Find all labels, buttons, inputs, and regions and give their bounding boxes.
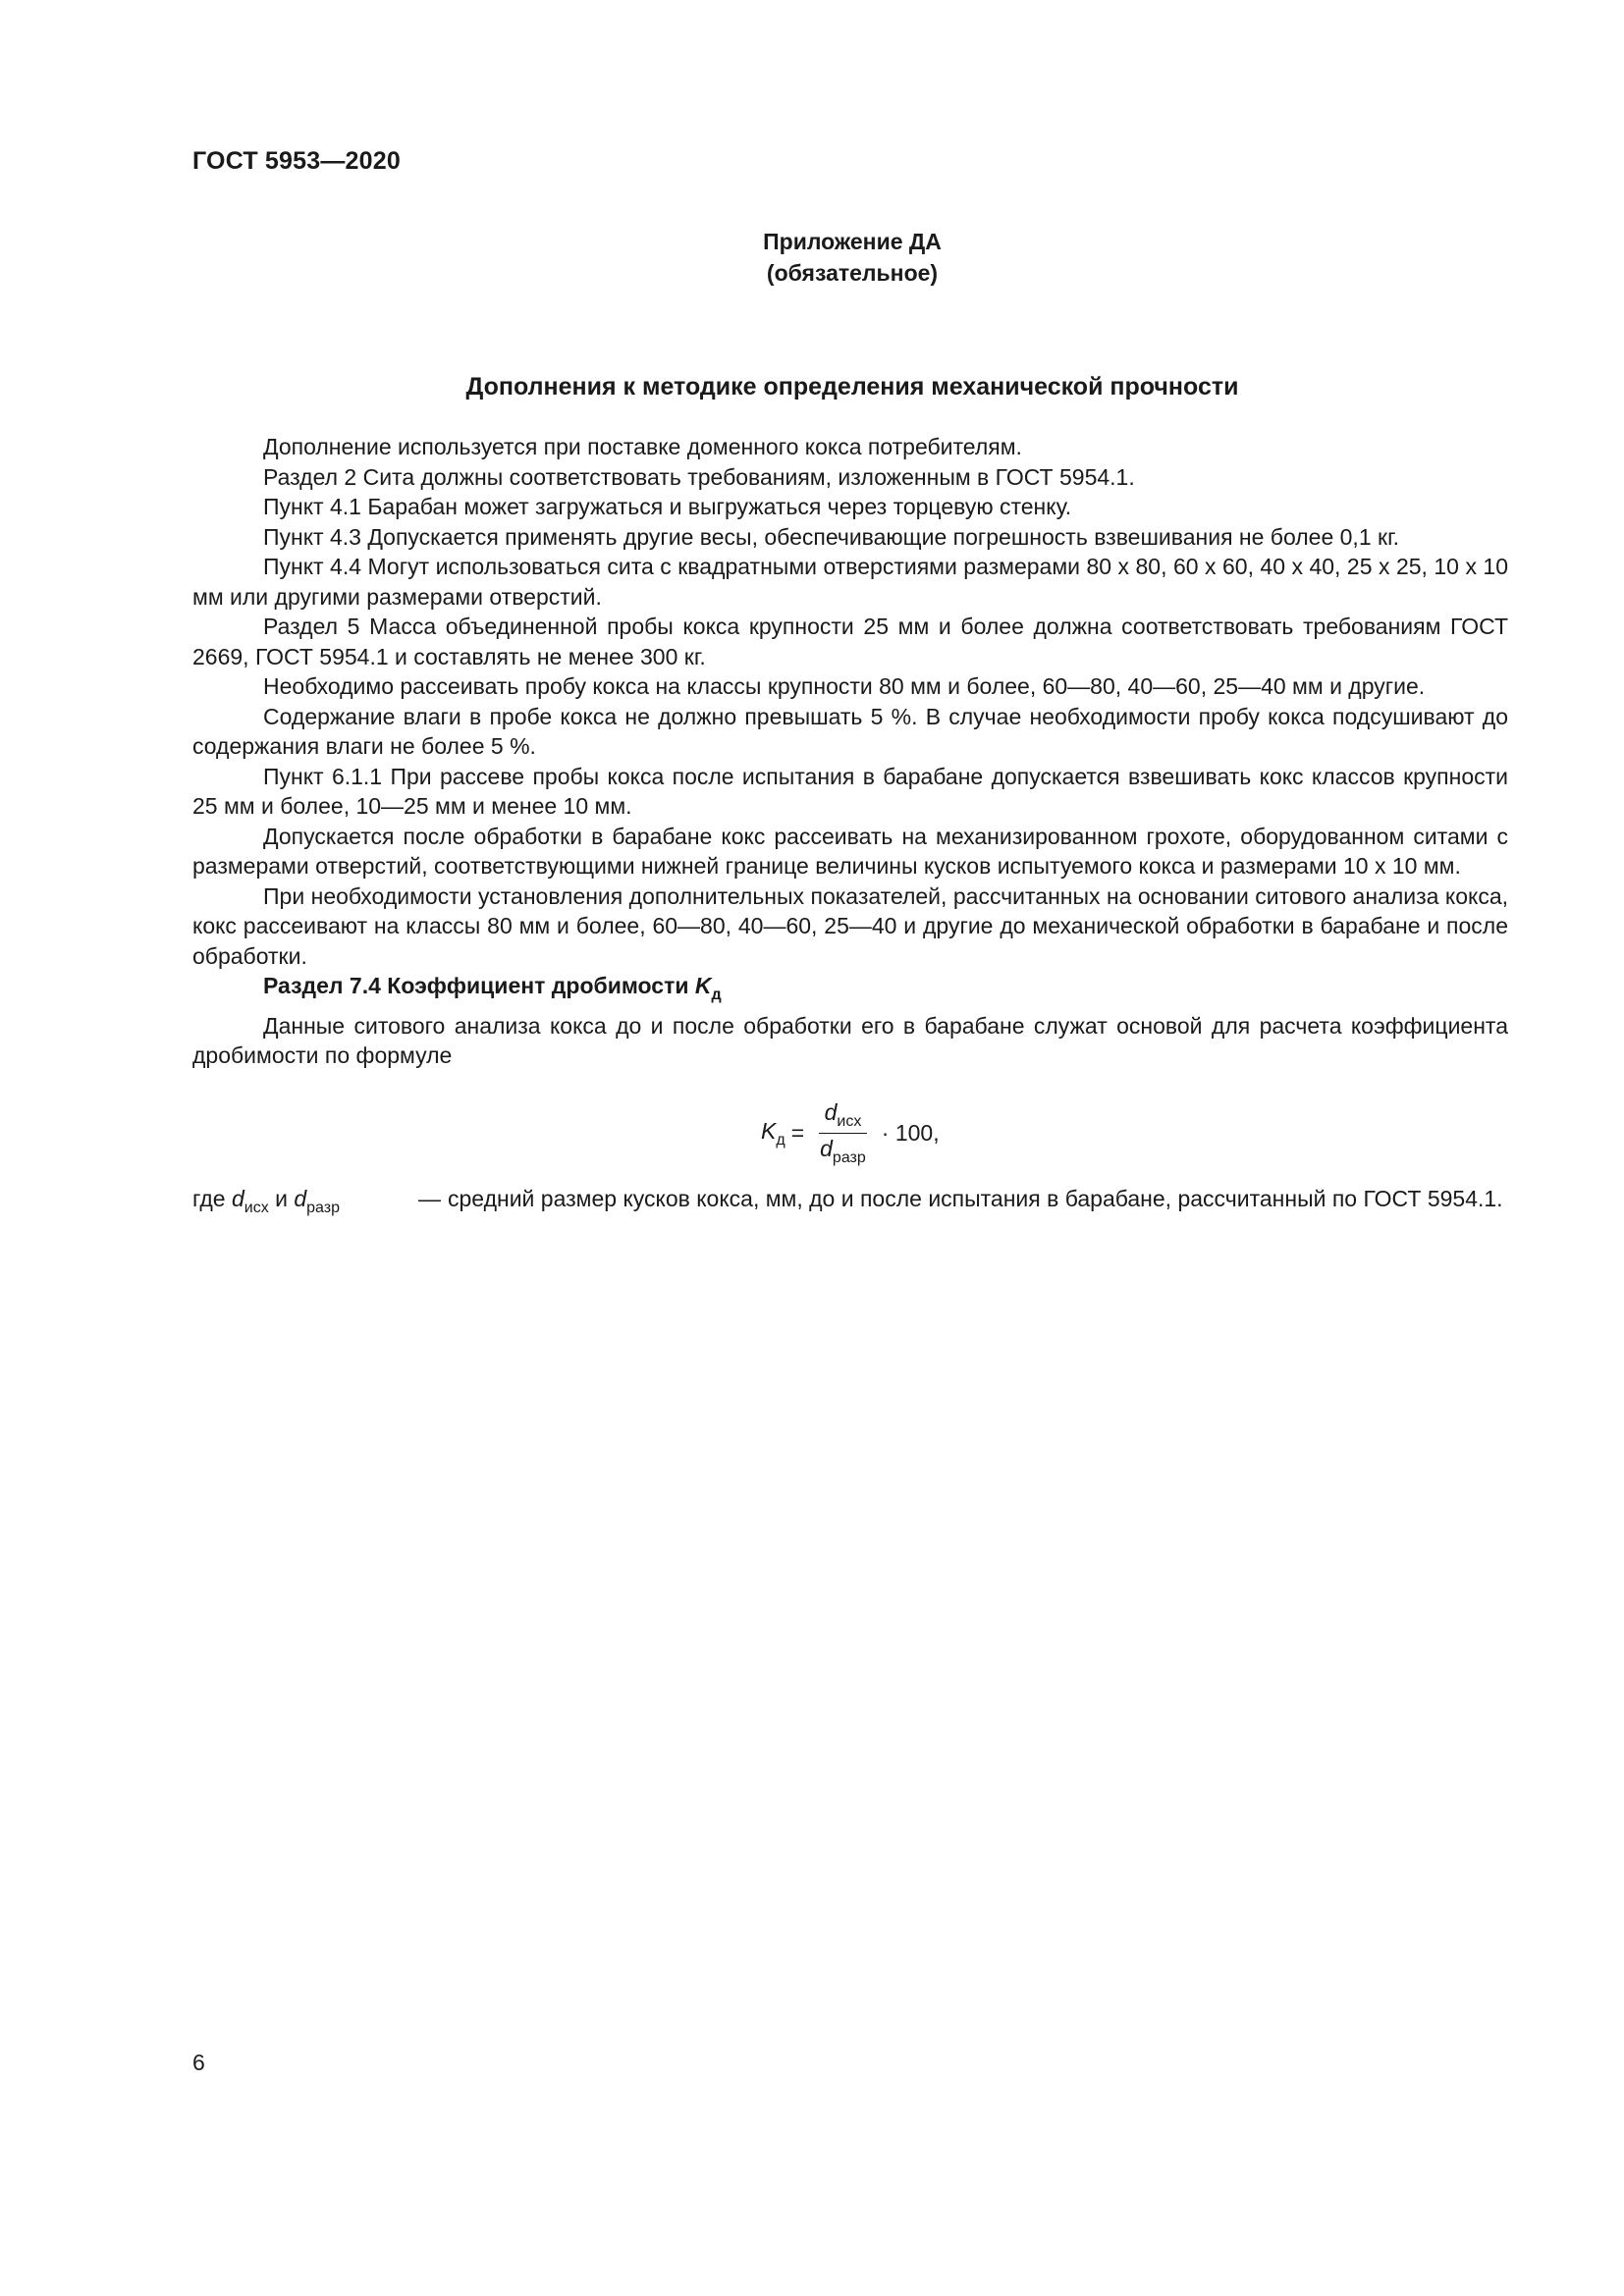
formula-denominator: $d_{разр}$: [820, 1136, 866, 1166]
page-number: 6: [192, 2050, 205, 2075]
subsection-symbol: K: [694, 973, 712, 998]
appendix-title: Приложение ДА: [763, 229, 942, 254]
subsection-heading-text: Раздел 7.4 Коэффициент дробимости: [263, 973, 695, 998]
document-code: ГОСТ 5953—2020: [192, 147, 401, 175]
formula-numerator: $d_{исх}$: [819, 1099, 868, 1134]
paragraph: Содержание влаги в пробе кокса не должно превышать 5 %. В случае необходимости пробу кокса подсушивают до содержания влаги не более 5 %.: [192, 703, 1508, 759]
paragraph-formula-intro: Данные ситового анализа кокса до и после обработки его в барабане служат основой для расчета коэффициента дробимости по формуле: [192, 1012, 1508, 1068]
formula-equals: =: [790, 1120, 805, 1146]
where-terms: где $d_{исх}$ и $d_{разр}$: [192, 1186, 340, 1216]
paragraph: Дополнение используется при поставке доменного кокса потребителям.: [263, 434, 1022, 459]
subsection-symbol-sub: д: [711, 987, 722, 1003]
formula: [761, 1099, 940, 1167]
formula-multiplier: · 100,: [881, 1120, 940, 1146]
section-title: Дополнения к методике определения механической прочности: [465, 373, 1239, 400]
subsection-heading: [192, 971, 1508, 1011]
where-dash: —: [418, 1186, 441, 1211]
formula-lhs: $K_д$: [761, 1117, 785, 1148]
where-definition: средний размер кусков кокса, мм, до и после испытания в барабане, рассчитанный по ГОСТ 5954.1.: [448, 1186, 1503, 1211]
paragraph: Пункт 4.1 Барабан может загружаться и выгружаться через торцевую стенку.: [263, 494, 1072, 519]
paragraph: Раздел 2 Сита должны соответствовать требованиям, изложенным в ГОСТ 5954.1.: [263, 463, 1135, 490]
paragraph: Пункт 4.4 Могут использоваться сита с квадратными отверстиями размерами 80 х 80, 60 х 60, 40 х 40, 25 х 25, 10 х 10 мм или другими размерами отверстий.: [192, 554, 1508, 610]
paragraph: Пункт 4.3 Допускается применять другие весы, обеспечивающие погрешность взвешивания не более 0,1 кг.: [263, 523, 1400, 550]
paragraph: Пункт 6.1.1 При рассеве пробы кокса после испытания в барабане допускается взвешивать кокс классов крупности 25 мм и более, 10—25 мм и менее 10 мм.: [192, 763, 1508, 819]
paragraph: Необходимо рассеивать пробу кокса на классы крупности 80 мм и более, 60—80, 40—60, 25—40 мм и другие.: [263, 673, 1426, 699]
paragraph: При необходимости установления дополнительных показателей, рассчитанных на основании ситового анализа кокса, кокс рассеивают на классы 80 мм и более, 60—80, 40—60, 25—40 и другие до механической обработки в барабане и после обработки.: [192, 882, 1508, 969]
body-text: [192, 432, 1508, 1071]
paragraph: Допускается после обработки в барабане кокс рассеивать на механизированном грохоте, оборудованном ситами с размерами отверстий, соответствующими нижней границе величины кусков испытуемого кокса и размерами 10 х 10 мм.: [192, 823, 1508, 879]
formula-fraction: [814, 1099, 872, 1167]
paragraph: Раздел 5 Масса объединенной пробы кокса крупности 25 мм и более должна соответствовать требованиям ГОСТ 2669, ГОСТ 5954.1 и составлять не менее 300 кг.: [192, 614, 1508, 669]
appendix-heading: [0, 226, 1624, 289]
where-clause: [192, 1184, 1508, 1224]
appendix-status: (обязательное): [766, 260, 939, 286]
